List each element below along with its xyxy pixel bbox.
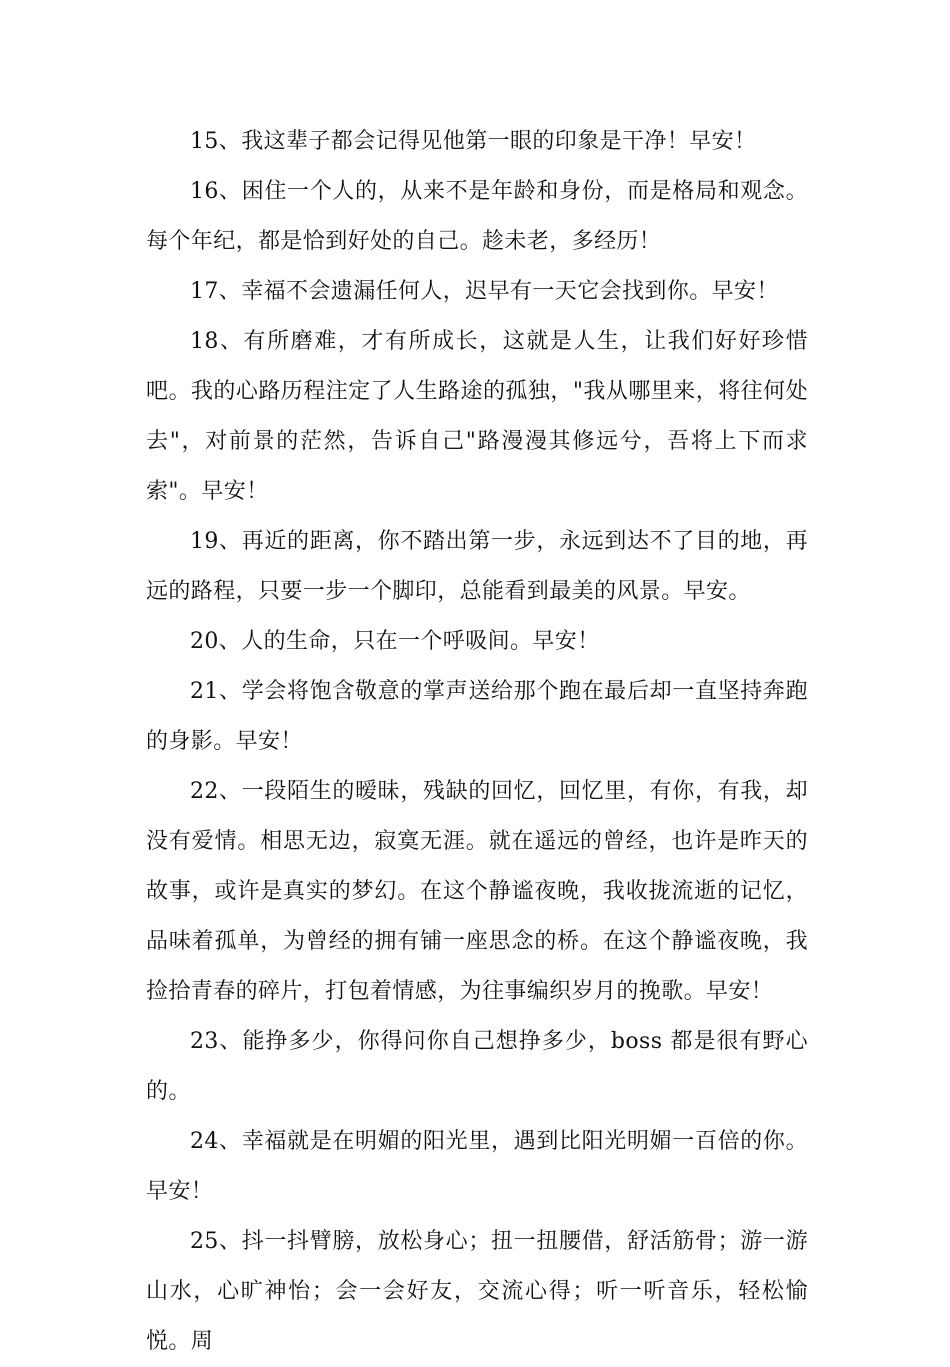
paragraph-23: 23、能挣多少，你得问你自己想挣多少，boss 都是很有野心的。 [146,1029,808,1104]
document-body [146,117,808,1367]
paragraph-24: 24、幸福就是在明媚的阳光里，遇到比阳光明媚一百倍的你。早安！ [146,1129,808,1204]
paragraph-21: 21、学会将饱含敬意的掌声送给那个跑在最后却一直坚持奔跑的身影。早安！ [146,679,808,754]
paragraph-17: 17、幸福不会遗漏任何人，迟早有一天它会找到你。早安！ [190,279,779,304]
paragraph-25: 25、抖一抖臂膀，放松身心；扭一扭腰借，舒活筋骨；游一游山水，心旷神怡；会一会好友，交流心得；听一听音乐，轻松愉悦。周 [146,1229,808,1354]
paragraph-19: 19、再近的距离，你不踏出第一步，永远到达不了目的地，再远的路程，只要一步一个脚印，总能看到最美的风景。早安。 [146,529,808,604]
paragraph-20: 20、人的生命，只在一个呼吸间。早安！ [190,629,600,654]
paragraph-15: 15、我这辈子都会记得见他第一眼的印象是干净！早安！ [190,129,757,154]
paragraph-16: 16、困住一个人的，从来不是年龄和身份，而是格局和观念。每个年纪，都是恰到好处的自己。趁未老，多经历！ [146,179,808,254]
paragraph-22: 22、一段陌生的暧昧，残缺的回忆，回忆里，有你，有我，却没有爱情。相思无边，寂寞无涯。就在遥远的曾经，也许是昨天的故事，或许是真实的梦幻。在这个静谧夜晚，我收拢流逝的记忆，品味着孤单，为曾经的拥有铺一座思念的桥。在这个静谧夜晚，我捡拾青春的碎片，打包着情感，为往事编织岁月的挽歌。早安！ [146,779,808,1004]
paragraph-18: 18、有所磨难，才有所成长，这就是人生，让我们好好珍惜吧。我的心路历程注定了人生路途的孤独，"我从哪里来，将往何处去"，对前景的茫然，告诉自己"路漫漫其修远兮，吾将上下而求索"。早安！ [146,329,808,504]
